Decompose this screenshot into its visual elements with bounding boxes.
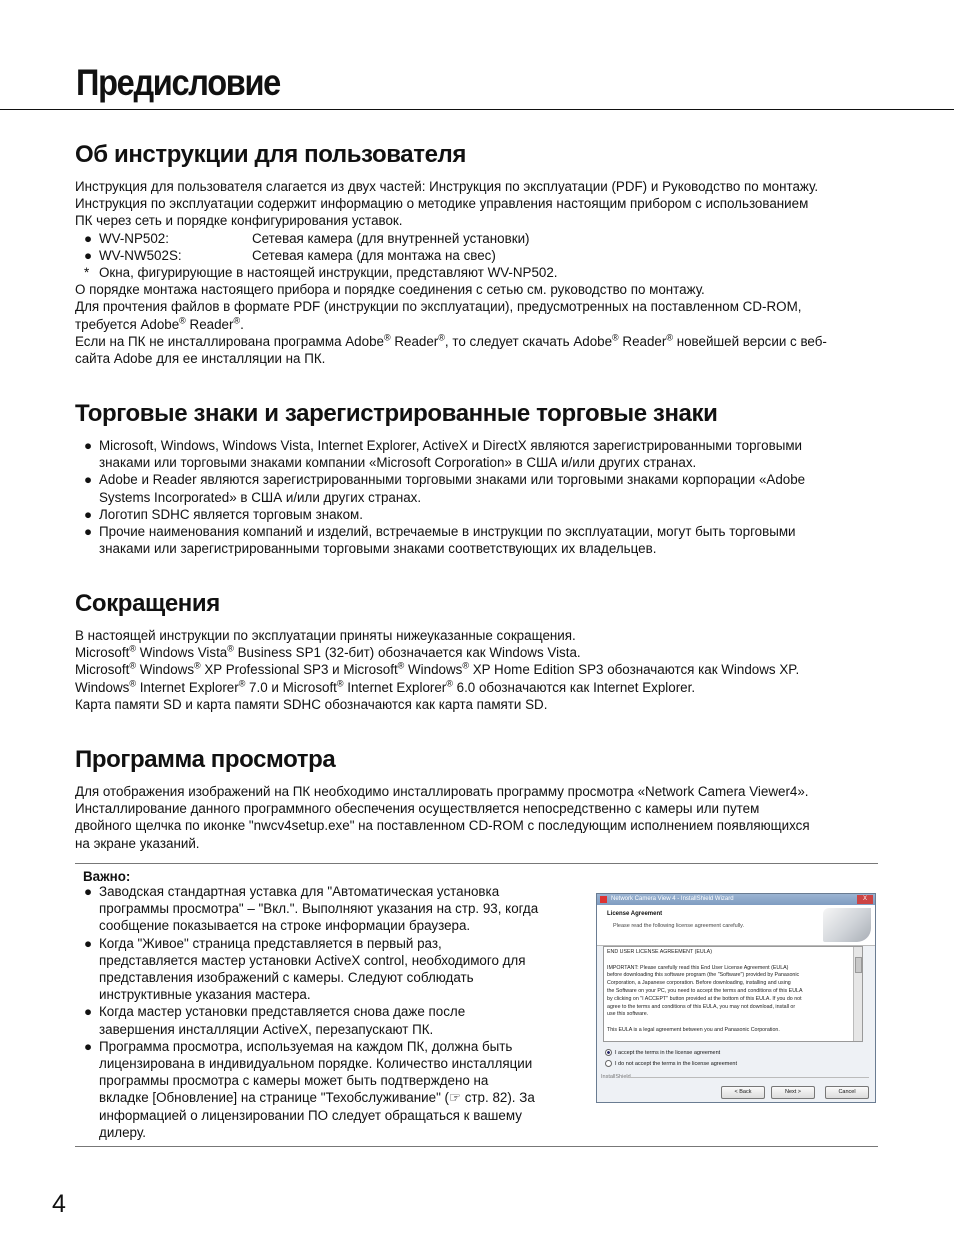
reg-mark: ® (129, 643, 136, 654)
bullet-icon: ● (84, 247, 93, 263)
reg-mark: ® (129, 660, 136, 671)
eula-line: Corporation, a Japanese corporation. Before downloading, installing and using (607, 980, 791, 987)
model-item (75, 230, 875, 247)
abbr-intro: В настоящей инструкции по эксплуатации приняты нижеуказанные сокращения. (75, 628, 576, 643)
list-item (75, 935, 575, 1004)
bullet-icon: ● (84, 472, 93, 488)
reg-mark: ® (238, 678, 246, 689)
radio-icon (605, 1049, 612, 1056)
page-title: Предисловие (76, 62, 280, 103)
text: 7.0 и Microsoft (245, 679, 337, 695)
list-item (75, 883, 575, 935)
installshield-brand: InstallShield (601, 1074, 631, 1080)
radio-icon (605, 1060, 612, 1067)
text: дилеру. (99, 1124, 146, 1140)
reader-req-line: требуется Adobe® Reader®. (75, 315, 244, 332)
reg-mark: ® (397, 660, 405, 671)
text: представления изображений с камеры. Следуют соблюдать (99, 970, 474, 986)
trademarks-heading: Торговые знаки и зарегистрированные торговые знаки (75, 400, 718, 427)
wizard-graphic-icon (823, 908, 871, 942)
accept-radio (605, 1049, 720, 1056)
pdf-line: Для прочтения файлов в формате PDF (инструкции по эксплуатации), предусмотренных на поставленном CD-ROM, (75, 299, 802, 315)
text: Microsoft, Windows, Windows Vista, Internet Explorer, ActiveX и DirectX являются зарегистрированными торговыми (99, 438, 802, 453)
eula-line: before downloading this software program (the "Software") provided by Panasonic (607, 972, 800, 979)
eula-line (607, 1019, 852, 1027)
model-item (75, 247, 875, 264)
decline-radio (605, 1060, 737, 1067)
text: инструктивные указания мастера. (99, 987, 311, 1003)
text: Adobe и Reader являются зарегистрированными торговыми знаками или торговыми знаками корпорации «Adobe (99, 472, 806, 488)
list-item (75, 437, 875, 471)
viewer-line: на экране указаний. (75, 835, 200, 851)
screens-note (75, 264, 875, 281)
important-box (75, 863, 878, 1147)
text: лицензирована в индивидуальном порядке. Количество инсталляции (99, 1056, 533, 1072)
eula-line: the Software on your PC, you need to accept the terms and conditions of this EULA (607, 987, 803, 994)
list-item (75, 523, 875, 557)
scroll-thumb (855, 957, 862, 973)
text: представляется мастер установки ActiveX control, необходимого для (99, 952, 526, 968)
text: 6.0 обозначаются как Internet Explorer. (452, 679, 696, 695)
text: XP Professional SP3 и Microsoft (200, 662, 398, 678)
text: Microsoft (75, 662, 130, 678)
text: требуется Adobe (75, 316, 180, 332)
model-desc: Сетевая камера (для монтажа на свес) (252, 247, 496, 263)
bullet-icon: ● (84, 524, 93, 540)
window-title: Network Camera View 4 - InstallShield Wizard (611, 896, 734, 902)
cancel-button: Cancel (825, 1086, 869, 1099)
text: Заводская стандартная уставка для "Автоматическая установка (99, 884, 500, 899)
back-button: < Back (721, 1086, 765, 1099)
eula-line: by clicking on "I ACCEPT" button provided at the bottom of this EULA. If you do not (607, 995, 802, 1002)
list-item (75, 1038, 575, 1141)
text: знаками или зарегистрированными торговыми знаками соответствующих их владельцев. (99, 541, 657, 557)
adobe-line (75, 333, 875, 350)
reg-mark: ® (462, 660, 469, 671)
text: Windows (75, 679, 130, 695)
header-subtitle: Please read the following license agreement carefully. (613, 923, 745, 929)
scrollbar (853, 947, 862, 1041)
abbr-sd: Карта памяти SD и карта памяти SDHC обозначаются как карта памяти SD. (75, 696, 548, 712)
eula-textbox (603, 946, 863, 1042)
eula-line: use this software. (607, 1011, 649, 1018)
text: Microsoft (75, 645, 130, 661)
eula-line: IMPORTANT: Please carefully read this End User License Agreement (EULA) (607, 964, 789, 971)
list-item (75, 471, 875, 505)
text: Reader (185, 316, 234, 332)
text: Internet Explorer (135, 679, 239, 695)
reg-mark: ® (666, 332, 673, 343)
eula-line: agree to the terms and conditions of this EULA, you may not download, install or (607, 1003, 796, 1010)
text: программы просмотра с камеры может быть подтверждено на (99, 1073, 489, 1089)
header-title: License Agreement (607, 911, 663, 917)
bullet-icon: ● (84, 935, 93, 951)
important-list (75, 883, 575, 1141)
reg-mark: ® (612, 332, 619, 343)
text: Windows Vista (135, 645, 228, 661)
model-name: WV-NP502: (99, 230, 169, 246)
text: Прочие наименования компаний и изделий, встречаемые в инструкции по эксплуатации, могут быть торговыми (99, 524, 796, 540)
about-line-2: Инструкция по эксплуатации содержит информацию о методике управления настоящим прибором с использованием (75, 196, 809, 212)
model-desc: Сетевая камера (для внутренней установки) (252, 230, 530, 246)
title-divider (0, 109, 954, 110)
reg-mark: ® (227, 643, 234, 654)
adobe-line-2: сайта Adobe для ее инсталляции на ПК. (75, 351, 326, 367)
text: информацией о лицензировании ПО следует обращаться к вашему (99, 1107, 522, 1123)
bullet-icon: ● (84, 506, 93, 522)
abbr-xp (75, 661, 875, 678)
text: сообщение показывается на строке информации браузера. (99, 918, 471, 934)
text: XP Home Edition SP3 обозначаются как Windows XP. (469, 662, 800, 678)
text: , то следует скачать Adobe (444, 333, 613, 349)
text: вкладке [Обновление] на странице "Техобслуживание" (☞ стр. 82). За (99, 1090, 535, 1106)
text: Business SP1 (32-бит) обозначается как Windows Vista. (233, 645, 581, 661)
reg-mark: ® (336, 678, 344, 689)
page-number: 4 (52, 1190, 66, 1218)
eula-line (607, 957, 852, 965)
text: программы просмотра" – "Вкл.". Выполняют указания на стр. 93, когда (99, 901, 539, 917)
bullet-icon: ● (84, 1004, 93, 1020)
reg-mark: ® (233, 315, 241, 326)
window-titlebar (597, 894, 875, 905)
reg-mark: ® (383, 332, 391, 343)
text: Reader (618, 333, 667, 349)
asterisk-icon: * (84, 265, 90, 281)
reg-mark: ® (446, 678, 453, 689)
text: Когда "Живое" страница представляется в первый раз, (99, 935, 442, 951)
reg-mark: ® (438, 332, 445, 343)
text: Если на ПК не инсталлирована программа Adobe (75, 333, 384, 349)
bullet-icon: ● (84, 884, 93, 899)
bullet-icon: ● (84, 438, 93, 453)
abbr-ie (75, 679, 875, 696)
text: Internet Explorer (343, 679, 447, 695)
model-name: WV-NW502S: (99, 247, 182, 263)
wizard-header (597, 905, 875, 946)
divider (627, 1077, 869, 1078)
radio-label: I do not accept the terms in the license agreement (615, 1060, 737, 1067)
trademark-list (75, 437, 875, 557)
viewer-heading: Программа просмотра (75, 746, 336, 773)
about-line-3: ПК через сеть и порядке конфигурирования уставок. (75, 213, 403, 229)
installer-screenshot (596, 893, 876, 1103)
viewer-line: двойного щелчка по иконке "nwcv4setup.exe" на поставленном CD-ROM с последующим исполнением появляющихся (75, 818, 810, 834)
app-icon (600, 896, 607, 903)
bullet-icon: ● (84, 230, 93, 246)
list-item (75, 506, 875, 523)
viewer-section (75, 745, 875, 852)
abbr-heading: Сокращения (75, 590, 220, 617)
text: Программа просмотра, используемая на каждом ПК, должна быть (99, 1038, 513, 1054)
model-list (75, 230, 875, 264)
close-button: X (857, 895, 873, 904)
text: новейшей версии с веб- (672, 333, 827, 349)
abbr-vista (75, 644, 875, 661)
reg-mark: ® (179, 315, 186, 326)
text: завершения инсталляции ActiveX, перезапускают ПК. (99, 1021, 434, 1037)
text: Когда мастер установки представляется снова даже после (99, 1004, 466, 1020)
eula-line: END USER LICENSE AGREEMENT (EULA) (607, 949, 712, 955)
about-heading: Об инструкции для пользователя (75, 141, 466, 168)
viewer-line: Инсталлирование данного программного обеспечения осуществляется непосредственно с камеры или путем (75, 801, 760, 817)
radio-label: I accept the terms in the license agreement (615, 1049, 721, 1056)
list-item (75, 1003, 575, 1037)
bullet-icon: ● (84, 1038, 93, 1054)
next-button: Next > (771, 1086, 815, 1099)
text: Windows (135, 662, 195, 678)
text: Windows (404, 662, 463, 678)
reg-mark: ® (129, 678, 136, 689)
eula-line: This EULA is a legal agreement between you and Panasonic Corporation. (607, 1026, 780, 1033)
reg-mark: ® (194, 660, 201, 671)
important-title: Важно: (83, 869, 131, 884)
abbr-section (75, 589, 875, 713)
about-section (75, 140, 875, 367)
mount-line: О порядке монтажа настоящего прибора и порядке соединения с сетью см. руководство по монтажу. (75, 282, 705, 298)
note-text: Окна, фигурирующие в настоящей инструкции, представляют WV-NP502. (99, 265, 558, 281)
trademarks-section (75, 399, 875, 557)
text: Логотип SDHC является торговым знаком. (99, 506, 363, 522)
about-line-1: Инструкция для пользователя слагается из двух частей: Инструкция по эксплуатации (PDF) и Руководство по монтажу. (75, 179, 819, 194)
text: Systems Incorporated» в США и/или других странах. (99, 489, 422, 505)
text: Reader (390, 333, 439, 349)
text: знаками или торговыми знаками компании «Microsoft Corporation» в США и/или других странах. (99, 455, 697, 471)
viewer-line: Для отображения изображений на ПК необходимо инсталлировать программу просмотра «Network Camera Viewer4». (75, 784, 809, 799)
